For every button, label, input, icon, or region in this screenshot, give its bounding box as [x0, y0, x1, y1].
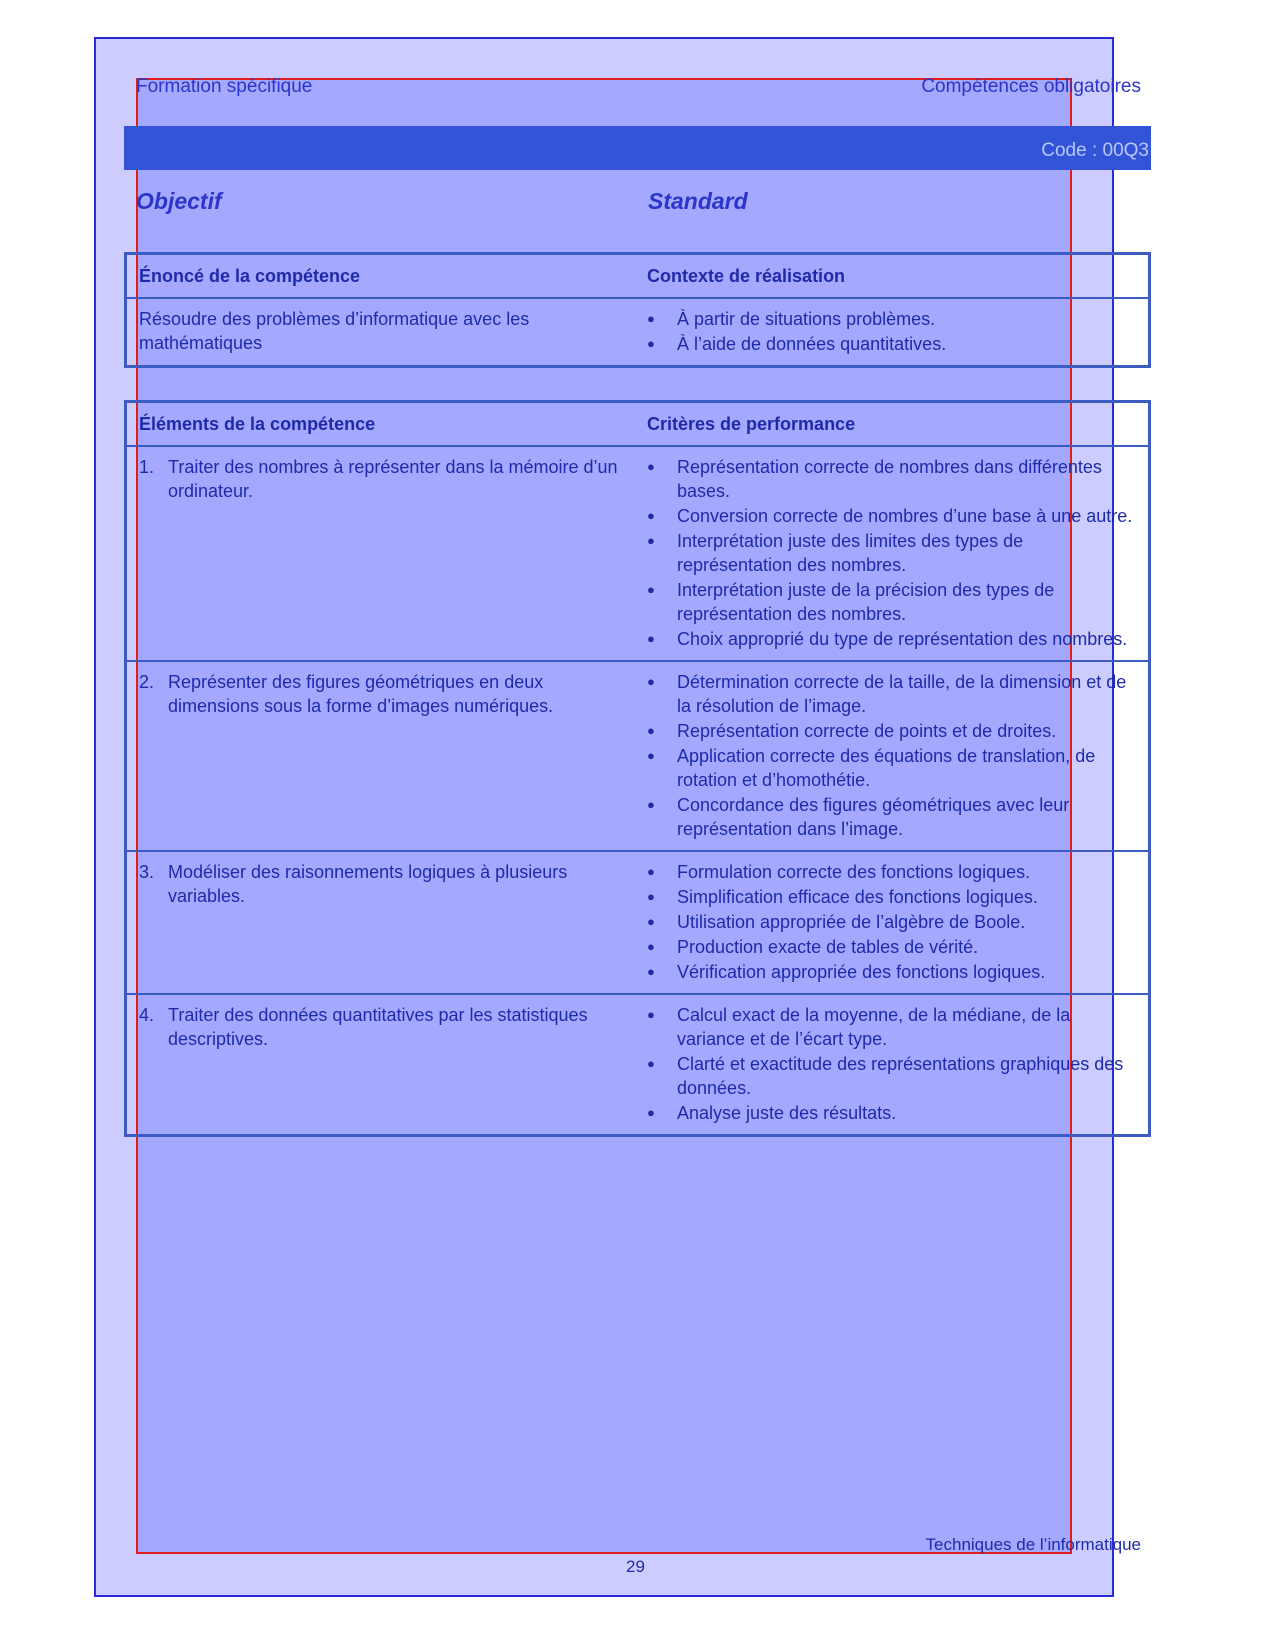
criteria-list [647, 670, 1148, 841]
criterion-text: Utilisation appropriée de l’algèbre de Boole. [677, 912, 1026, 932]
criterion-text: Analyse juste des résultats. [677, 1103, 897, 1123]
element-number: 1. [139, 457, 155, 477]
criteria-header: Critères de performance [635, 402, 1150, 447]
standard-title: Standard [648, 188, 748, 214]
bullet-icon: ● [647, 631, 655, 646]
criterion-item [647, 307, 1148, 331]
element-cell [126, 661, 636, 851]
criterion-item [647, 627, 1148, 651]
element-cell [126, 994, 636, 1136]
elements-header: Éléments de la compétence [126, 402, 636, 447]
context-list [647, 307, 1148, 356]
bullet-icon: ● [647, 311, 655, 326]
criterion-text: Clarté et exactitude des représentations graphiques des données. [677, 1054, 1124, 1098]
criteria-cell [635, 661, 1150, 851]
criteria-list [647, 455, 1148, 651]
criterion-item [647, 1101, 1148, 1125]
element-number: 2. [139, 672, 155, 692]
criterion-item [647, 578, 1148, 626]
criteria-list [647, 860, 1148, 984]
element-text: Traiter des nombres à représenter dans la mémoire d’un ordinateur. [168, 457, 618, 501]
criterion-item [647, 332, 1148, 356]
criterion-item [647, 885, 1148, 909]
criterion-text: Production exacte de tables de vérité. [677, 937, 979, 957]
element-item [139, 455, 635, 503]
objective-title: Objectif [136, 188, 222, 214]
bullet-icon: ● [647, 336, 655, 351]
criterion-item [647, 504, 1148, 528]
bullet-icon: ● [647, 723, 655, 738]
bullet-icon: ● [647, 582, 655, 597]
criterion-text: Représentation correcte de points et de droites. [677, 721, 1057, 741]
bullet-icon: ● [647, 533, 655, 548]
element-number: 4. [139, 1005, 155, 1025]
element-item [139, 860, 635, 908]
criterion-text: Simplification efficace des fonctions logiques. [677, 887, 1038, 907]
criterion-text: Interprétation juste de la précision des types de représentation des nombres. [677, 580, 1055, 624]
table-row [126, 446, 1150, 661]
criteria-cell [635, 446, 1150, 661]
table-row [126, 661, 1150, 851]
criterion-text: À partir de situations problèmes. [677, 309, 936, 329]
criterion-text: Représentation correcte de nombres dans différentes bases. [677, 457, 1102, 501]
bullet-icon: ● [647, 1105, 655, 1120]
bullet-icon: ● [647, 508, 655, 523]
criterion-text: À l’aide de données quantitatives. [677, 334, 947, 354]
course-code: Code : 00Q3 [1041, 140, 1149, 161]
criterion-item [647, 719, 1148, 743]
criterion-item [647, 744, 1148, 792]
criterion-text: Vérification appropriée des fonctions logiques. [677, 962, 1046, 982]
table-row [126, 851, 1150, 994]
criterion-item [647, 935, 1148, 959]
criterion-item [647, 529, 1148, 577]
criterion-item [647, 455, 1148, 503]
criterion-text: Application correcte des équations de translation, de rotation et d’homothétie. [677, 746, 1096, 790]
bullet-icon: ● [647, 964, 655, 979]
running-header-right: Compétences obligatoires [921, 76, 1141, 97]
page-number: 29 [626, 1557, 645, 1576]
criterion-item [647, 910, 1148, 934]
element-cell [126, 851, 636, 994]
competence-statement-header: Énoncé de la compétence [126, 254, 636, 299]
bullet-icon: ● [647, 459, 655, 474]
criterion-item [647, 1003, 1148, 1051]
element-item [139, 670, 635, 718]
bullet-icon: ● [647, 914, 655, 929]
criterion-text: Détermination correcte de la taille, de la dimension et de la résolution de l’image. [677, 672, 1127, 716]
criteria-cell [635, 851, 1150, 994]
bullet-icon: ● [647, 889, 655, 904]
context-cell [635, 298, 1150, 367]
element-text: Modéliser des raisonnements logiques à plusieurs variables. [168, 862, 568, 906]
competence-statement: Résoudre des problèmes d’informatique avec les mathématiques [139, 309, 530, 353]
elements-body [126, 446, 1150, 1136]
criteria-cell [635, 994, 1150, 1136]
element-item [139, 1003, 635, 1051]
running-header-left: Formation spécifique [136, 76, 313, 97]
competence-table [124, 252, 1151, 368]
criterion-text: Interprétation juste des limites des types de représentation des nombres. [677, 531, 1024, 575]
bullet-icon: ● [647, 797, 655, 812]
criterion-item [647, 860, 1148, 884]
element-number: 3. [139, 862, 155, 882]
bullet-icon: ● [647, 1056, 655, 1071]
element-text: Traiter des données quantitatives par les statistiques descriptives. [168, 1005, 588, 1049]
criterion-text: Formulation correcte des fonctions logiques. [677, 862, 1031, 882]
footer-program: Techniques de l’informatique [925, 1535, 1141, 1554]
bullet-icon: ● [647, 864, 655, 879]
header-banner [124, 126, 1151, 170]
context-header: Contexte de réalisation [635, 254, 1150, 299]
bullet-icon: ● [647, 1007, 655, 1022]
criterion-text: Calcul exact de la moyenne, de la médiane, de la variance et de l’écart type. [677, 1005, 1071, 1049]
bullet-icon: ● [647, 674, 655, 689]
criterion-item [647, 670, 1148, 718]
criterion-item [647, 1052, 1148, 1100]
criteria-list [647, 1003, 1148, 1125]
criterion-text: Conversion correcte de nombres d’une base à une autre. [677, 506, 1133, 526]
criterion-text: Choix approprié du type de représentation des nombres. [677, 629, 1128, 649]
element-text: Représenter des figures géométriques en deux dimensions sous la forme d’images numériques. [168, 672, 554, 716]
bullet-icon: ● [647, 748, 655, 763]
element-cell [126, 446, 636, 661]
criterion-item [647, 793, 1148, 841]
elements-table [124, 400, 1151, 1137]
bullet-icon: ● [647, 939, 655, 954]
criterion-item [647, 960, 1148, 984]
criterion-text: Concordance des figures géométriques avec leur représentation dans l’image. [677, 795, 1070, 839]
table-row [126, 994, 1150, 1136]
